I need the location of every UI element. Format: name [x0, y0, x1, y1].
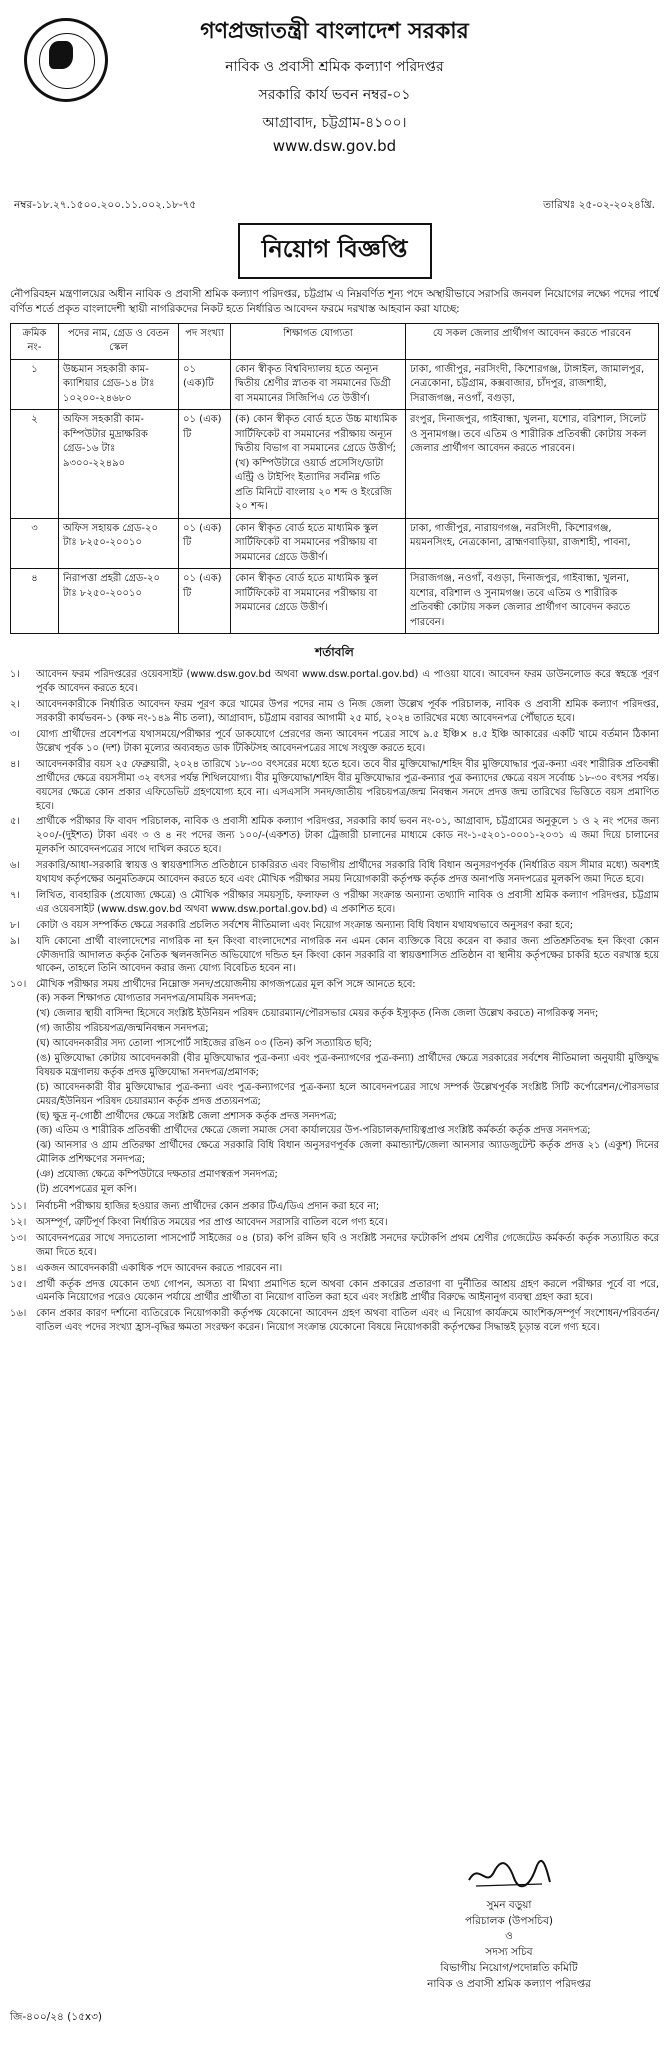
- term-item: [10, 758, 659, 814]
- term-number: ১২।: [10, 1216, 27, 1228]
- memo-date: তারিখঃ ২৫-০২-২০২৪খ্রি.: [543, 199, 655, 211]
- cell-serial: ৪: [11, 569, 59, 634]
- table-header-row: [11, 323, 659, 359]
- term-number: ১৪।: [10, 1262, 27, 1274]
- term-number: ১৬।: [10, 1308, 27, 1320]
- cell-districts: ঢাকা, গাজীপুর, নরসিংদী, কিশোরগঞ্জ, টাঙ্গাইল, জামালপুর, নেত্রকোনা, চট্টগ্রাম, কক্সবাজার, চাঁদপুর, রাজশাহী, সিরাজগঞ্জ, নওগাঁ, বগুড়া,: [406, 359, 659, 410]
- footer-code: জি-৪০০/২৪ (১৫x৩): [10, 2011, 103, 2023]
- term-item: [10, 698, 659, 726]
- term-number: ১০।: [10, 979, 27, 991]
- terms-heading: শর্তাবলি: [315, 645, 354, 660]
- cell-serial: ১: [11, 359, 59, 410]
- department-name: নাবিক ও প্রবাসী শ্রমিক কল্যাণ পরিদপ্তর: [225, 59, 444, 75]
- term-number: ৩।: [10, 728, 20, 740]
- term-text: লিখিত, ব্যবহারিক (প্রযোজ্য ক্ষেত্রে) ও মৌখিক পরীক্ষার সময়সূচি, ফলাফল ও পরীক্ষা সংক্রান্ত অন্যান্য তথ্যাদি নাবিক ও প্রবাসী শ্রমিক কল্যাণ পরিদপ্তর, চট্টগ্রাম এর ওয়েবসাইট (www.dsw.gov.bd অথবা www.dsw.portal.gov.bd) এ প্রকাশিত হবে।: [36, 889, 659, 915]
- term-item: [10, 1232, 659, 1260]
- header: [10, 14, 659, 192]
- term-text: কোটা ও বয়স সম্পর্কিত ক্ষেত্রে সরকারি প্রচলিত সর্বশেষ নীতিমালা এবং নিয়োগ সংক্রান্ত অন্যান্য বিধি বিধান যথাযথভাবে অনুসরণ করা হবে;: [36, 919, 574, 931]
- term-text: যদি কোনো প্রার্থী বাংলাদেশের নাগরিক না হন কিংবা বাংলাদেশের নাগরিক নন এমন কোন ব্যক্তিকে বিয়ে করেন বা করার জন্য প্রতিশ্রুতিবদ্ধ হন কিংবা কোন ফৌজদারি আদালত কর্তৃক নৈতিক স্খলনজনিত অভিযোগে দন্ডিত হন কিংবা কোন সরকারি বা স্বায়ত্তশাসিত প্রতিষ্ঠান বা স্থানীয় কর্তৃপক্ষের চাকরি হতে বরখাস্ত হয়ে থাকেন, তাহলে তিনি আবেদন করার জন্য যোগ্য বিবেচিত হবেন না।: [36, 935, 659, 975]
- term-item: [10, 728, 659, 756]
- term-subitem: (খ) জেলার স্থায়ী বাসিন্দা হিসেবে সংশ্লিষ্ট ইউনিয়ন পরিষদ চেয়ারম্যান/পৌরসভার মেয়র কর্তৃক ইস্যুকৃত (নিজ জেলা উল্লেখ করতে) নাগরিকত্ব সনদ;: [36, 1008, 599, 1020]
- term-text: প্রার্থীকে পরীক্ষার ফি বাবদ পরিচালক, নাবিক ও প্রবাসী শ্রমিক কল্যাণ পরিদপ্তর, সরকারি কার্য ভবন নং-০১, আগ্রাবাদ, চট্টগ্রামের অনুকূলে ১ ও ২ নং পদের জন্য ২০০/-(দুইশত) টাকা এবং ৩ ও ৪ নং পদের জন্য ১০০/-(একশত) টাকা ট্রেজারী চালানের মাধ্যমে কোড নং-১-৫২০১-০০০১-২০৩১ এ জমা দিয়ে চালানের মূলকপি আবেদনপত্রের সাথে দাখিল করতে হবে।: [36, 816, 659, 856]
- term-text: মৌখিক পরীক্ষার সময় প্রার্থীদের নিম্নোক্ত সনদ/প্রয়োজনীয় কাগজপত্রের মূল কপি সঙ্গে আনতে হবে:: [36, 979, 416, 991]
- cell-post: উচ্চমান সহকারী কাম-ক্যাশিয়ার গ্রেড-১৪ টাঃ ১০২০০-২৪৬৮০: [59, 359, 179, 410]
- term-number: ৯।: [10, 935, 20, 947]
- cell-districts: ঢাকা, গাজীপুর, নারায়ণগঞ্জ, নরসিংদী, কিশোরগঞ্জ, ময়মনসিংহ, নেত্রকোনা, ব্রাহ্মণবাড়িয়া, রাজশাহী, পাবনা,: [406, 518, 659, 569]
- term-item: [10, 815, 659, 857]
- term-body: [36, 1262, 659, 1276]
- signature-block: [409, 1858, 609, 1992]
- term-body: [36, 758, 659, 814]
- term-body: [36, 698, 659, 726]
- term-text: আবেদনপত্রের সাথে সদ্যতোলা পাসপোর্ট সাইজের ০৪ (চার) কপি রঙ্গিন ছবি ও সংশ্লিষ্ট সনদের ফটোকপি প্রথম শ্রেণীর গেজেটেড কর্মকর্তা কর্তৃক সত্যায়িত করে জমা দিতে হবে।: [36, 1232, 659, 1258]
- term-item: [10, 1278, 659, 1306]
- cell-qualification: কোন স্বীকৃত বোর্ড হতে মাধ্যমিক স্কুল সার্টিফিকেট বা সমমানের পরীক্ষায় বা সমমানের গ্রেডে উত্তীর্ণ।: [231, 569, 406, 634]
- table-row: [11, 518, 659, 569]
- term-text: নির্বাচনী পরীক্ষায় হাজির হওয়ার জন্য প্রার্থীদের কোন প্রকার টিএ/ডিএ প্রদান করা হবে না;: [36, 1200, 380, 1212]
- cell-count: ০১ (এক) টি: [179, 518, 231, 569]
- term-number: ১৫।: [10, 1278, 27, 1290]
- term-body: [36, 935, 659, 977]
- term-number: ৬।: [10, 860, 20, 872]
- signatory-designation: পরিচালক (উপসচিব): [464, 1914, 554, 1927]
- term-item: [10, 935, 659, 977]
- term-item: [10, 859, 659, 887]
- term-item: [10, 1200, 659, 1214]
- signatory-committee: বিভাগীয় নিয়োগ/পদোন্নতি কমিটি: [440, 1961, 578, 1974]
- term-text: আবেদনকারীকে নির্ধারিত আবেদন ফরম পূরণ করে খামের উপর পদের নাম ও নিজ জেলা উল্লেখ পূর্বক পরিচালক, নাবিক ও প্রবাসী শ্রমিক কল্যাণ পরিদপ্তর, সরকারী কার্যভবন-১ (কক্ষ নং-১৪৯ নীচ তলা), আগ্রাবাদ, চট্টগ্রাম বরাবর আগামী ২৫ মার্চ, ২০২৪ তারিখের মধ্যে আবেদনপত্র পৌঁছাতে হবে।: [36, 699, 660, 725]
- terms-list: [10, 668, 659, 1335]
- cell-districts: সিরাজগঞ্জ, নওগাঁ, বগুড়া, দিনাজপুর, গাইবান্ধা, খুলনা, যশোর, বরিশাল ও সুনামগঞ্জ। তবে এতিম ও শারীরিক প্রতিবন্ধী কোটায় সকল জেলার প্রার্থীগণ আবেদন করতে পারবেন।: [406, 569, 659, 634]
- cell-count: ০১ (এক) টি: [179, 410, 231, 519]
- term-subitem: (ঘ) আবেদনকারীর সদ্য তোলা পাসপোর্ট সাইজের রঙিন ০৩ (তিন) কপি সত্যায়িত ছবি;: [36, 1038, 372, 1049]
- cell-districts: রংপুর, দিনাজপুর, গাইবান্ধা, খুলনা, যশোর, বরিশাল, সিলেট ও সুনামগঞ্জ। তবে এতিম ও শারীরিক প্রতিবন্ধী কোটায় সকল জেলার প্রার্থীগণ আবেদন করতে পারবেন।: [406, 410, 659, 519]
- term-body: [36, 919, 659, 933]
- cell-count: ০১ (এক)টি: [179, 359, 231, 410]
- term-number: ১৩।: [10, 1232, 27, 1244]
- term-body: [36, 889, 659, 917]
- col-header-qualification: শিক্ষাগত যোগ্যতা: [231, 323, 406, 359]
- cell-qualification: (ক) কোন স্বীকৃত বোর্ড হতে উচ্চ মাধ্যমিক সার্টিফিকেট বা সমমানের পরীক্ষায় অন্যূন দ্বিতীয় বিভাগ বা সমমানের গ্রেডে উত্তীর্ণ; (খ) কম্পিউটারে ওয়ার্ড প্রসেসিং/ডাটা এন্ট্রি ও টাইপিং ইত্যাদির সর্বনিম্ন গতি প্রতি মিনিটে বাংলায় ২০ শব্দ ও ইংরেজি ২০ শব্দ।: [231, 410, 406, 519]
- col-header-serial: ক্রমিক নং-: [11, 323, 59, 359]
- term-text: একজন আবেদনকারী একাধিক পদে আবেদন করতে পারবেন না।: [36, 1262, 283, 1274]
- signature-and: ও: [505, 1930, 513, 1943]
- website: www.dsw.gov.bd: [272, 137, 397, 155]
- term-body: [36, 1216, 659, 1230]
- term-subitem: (ঙ) মুক্তিযোদ্ধা কোটায় আবেদনকারী (বীর মুক্তিযোদ্ধার পুত্র-কন্যা এবং পুত্র-কন্যাগণের পুত্র-কন্যা) প্রার্থীদের ক্ষেত্রে সরকারের সর্বশেষ নীতিমালা অনুযায়ী মুক্তিযুদ্ধ বিষয়ক মন্ত্রণালয় কর্তৃক প্রদত্ত মুক্তিযোদ্ধা সনদপত্র/প্রমাণক;: [36, 1052, 659, 1078]
- cell-post: অফিস সহায়ক গ্রেড-২০ টাঃ ৮২৫০-২০০১০: [59, 518, 179, 569]
- term-subitem: (গ) জাতীয় পরিচয়পত্র/জন্মনিবন্ধন সনদপত্র;: [36, 1023, 209, 1035]
- cell-serial: ২: [11, 410, 59, 519]
- term-subitem: (জ) এতিম ও শারীরিক প্রতিবন্ধী প্রার্থীদের ক্ষেত্রে জেলা সমাজ সেবা কার্যালয়ের উপ-পরিচালক/দায়িত্বপ্রাপ্ত সংশ্লিষ্ট কর্মকর্তা কর্তৃক প্রদত্ত সনদপত্র;: [36, 1125, 591, 1137]
- term-text: সরকারি/আধা-সরকারি স্বায়ত্ত ও স্বায়ত্তশাসিত প্রতিষ্ঠানে চাকরিরত এবং বিভাগীয় প্রার্থীদের সরকারি বিধি বিধান অনুসরণপূর্বক (নির্ধারিত বয়স সীমার মধ্যে) অবশ্যই যথাযথ কর্তৃপক্ষের অনুমতিক্রমে আবেদন করতে হবে এবং মৌখিক পরীক্ষার সময় নিয়োগকারী কর্তৃপক্ষ কর্তৃক প্রদত্ত অনাপত্তি সনদপত্রের মূলকপি জমা দিতে হবে।: [36, 860, 659, 886]
- term-item: [10, 1307, 659, 1335]
- term-body: [36, 859, 659, 887]
- intro-paragraph: নৌপরিবহন মন্ত্রণালয়ের অধীন নাবিক ও প্রবাসী শ্রমিক কল্যাণ পরিদপ্তর, চট্টগ্রাম এ নিম্নবর্ণিত শূন্য পদে অস্থায়ীভাবে সরাসরি জনবল নিয়োগের লক্ষ্যে পদের পার্শ্বে বর্ণিত শর্তে প্রকৃত বাংলাদেশী স্থায়ী নাগরিকদের নিকট হতে নির্ধারিত আবেদন ফরমে দরখাস্ত আহবান করা যাচ্ছে:: [10, 288, 659, 315]
- memo-line: [14, 198, 655, 215]
- term-number: ৫।: [10, 816, 20, 828]
- term-subitem: (ট) প্রবেশপত্রের মূল কপি।: [36, 1184, 137, 1196]
- cell-post: নিরাপত্তা প্রহরী গ্রেড-২০ টাঃ ৮২৫০-২০০১০: [59, 569, 179, 634]
- term-body: [36, 1232, 659, 1260]
- term-item: [10, 978, 659, 1198]
- term-body: [36, 728, 659, 756]
- government-title: গণপ্রজাতন্ত্রী বাংলাদেশ সরকার: [200, 19, 469, 44]
- term-body: [36, 1200, 659, 1214]
- term-subitem: (চ) আবেদনকারী বীর মুক্তিযোদ্ধার পুত্র-কন্যা এবং পুত্র-কন্যাগণের পুত্র-কন্যা হলে আবেদনপত্রের সাথে সম্পর্ক উল্লেখপূর্বক সংশ্লিষ্ট সিটি কর্পোরেশন/পৌরসভার মেয়র/ইউনিয়ন পরিষদ চেয়ারম্যান কর্তৃক প্রদত্ত প্রত্যয়নপত্র;: [36, 1081, 659, 1107]
- term-subitem: (ঞ) প্রযোজ্য ক্ষেত্রে কম্পিউটারে দক্ষতার প্রমাণস্বরূপ সনদপত্র;: [36, 1169, 278, 1181]
- term-body: [36, 815, 659, 857]
- signature-scribble-icon: [464, 1858, 554, 1892]
- term-subitem: (ছ) ক্ষুদ্র নৃ-গোষ্ঠী প্রার্থীদের ক্ষেত্রে সংশ্লিষ্ট জেলা প্রশাসক কর্তৃক প্রদত্ত সনদপত্র;: [36, 1110, 337, 1122]
- term-number: ৪।: [10, 758, 20, 770]
- term-number: ৮।: [10, 919, 20, 931]
- term-text: আবেদনকারীর বয়স ২৫ ফেব্রুয়ারী, ২০২৪ তারিখে ১৮-৩০ বৎসরের মধ্যে হতে হবে। তবে বীর মুক্তিযোদ্ধা/শহিদ বীর মুক্তিযোদ্ধার পুত্র-কন্যা এবং শারীরিক প্রতিবন্ধী প্রার্থীদের ক্ষেত্রে বয়সসীমা ৩২ বৎসর পর্যন্ত শিথিলযোগ্য। বীর মুক্তিযোদ্ধা/শহিদ বীর মুক্তিযোদ্ধার পুত্র-কন্যার পুত্র কন্যাদের ক্ষেত্রে বয়স সর্বোচ্চ ১৮-৩০ বৎসর পর্যন্ত। বয়সের ক্ষেত্রে কোন প্রকার এফিডেভিট গ্রহণযোগ্য হবে না। এসএসসি সনদ/জাতীয় পরিচয়পত্র/জন্ম নিবন্ধন সনদে প্রদত্ত জন্ম তারিখের ভিত্তিতে বয়স প্রমাণিত হবে।: [36, 758, 659, 812]
- term-text: প্রার্থী কর্তৃক প্রদত্ত যেকোন তথ্য গোপন, অসত্য বা মিথ্যা প্রমাণিত হলে অথবা কোন প্রকারের প্রতারণা বা দুর্নীতির আশ্রয় গ্রহণ করলে পরীক্ষার পূর্বে বা পরে, এমনকি নিয়োগের পরেও যেকোন পর্যায়ে প্রার্থীর প্রার্থীতা বা নিয়োগ বাতিল করা হবে এবং সংশ্লিষ্ট প্রার্থীর বিরুদ্ধে আইনানুগ ব্যবস্থা গ্রহণ করা হবে।: [36, 1278, 659, 1304]
- memo-number: নম্বর-১৮.২৭.১৫০০.২০০.১১.০০২.১৮-৭৫: [14, 199, 197, 211]
- term-number: ২।: [10, 699, 20, 711]
- term-text: যোগ্য প্রার্থীদের প্রবেশপত্র যথাসময়ে/পরীক্ষার পূর্বে ডাকযোগে প্রেরণের জন্য আবেদন পত্রের সাথে ৯.৫ ইঞ্চি× ৪.৫ ইঞ্চি আকারের একটি খামে বর্তমান ঠিকানা উল্লেখ পূর্বক ১০ (দশ) টাকা মূল্যের অব্যবহৃত ডাক টিকিটসহ আবেদনপত্রের সাথে সংযুক্ত করতে হবে।: [36, 728, 659, 754]
- table-row: [11, 359, 659, 410]
- signatory-office: নাবিক ও প্রবাসী শ্রমিক কল্যাণ পরিদপ্তর: [427, 1977, 591, 1990]
- term-text: অসম্পূর্ণ, ত্রুটিপূর্ণ কিংবা নির্ধারিত সময়ের পর প্রাপ্ত আবেদন সরাসরি বাতিল বলে গণ্য হবে।: [36, 1216, 388, 1228]
- term-item: [10, 919, 659, 933]
- signatory-member: সদস্য সচিব: [485, 1946, 533, 1958]
- table-row: [11, 569, 659, 634]
- term-body: [36, 978, 659, 1198]
- notice-title: নিয়োগ বিজ্ঞপ্তি: [238, 223, 432, 279]
- term-subitem: (ক) সকল শিক্ষাগত যোগ্যতার সনদপত্র/সাময়িক সনদপত্র;: [36, 993, 257, 1005]
- term-item: [10, 889, 659, 917]
- term-subitem: (ঝ) আনসার ও গ্রাম প্রতিরক্ষা প্রার্থীদের ক্ষেত্রে সরকারি বিধি বিধান অনুসরণপূর্বক জেলা কমান্ড্যান্ট/জেলা আনসার অ্যাডজুটেন্ট কর্তৃক প্রদত্ত ২১ (একুশ) দিনের মৌলিক প্রশিক্ষণের সনদপত্র;: [36, 1140, 659, 1166]
- city-address: আগ্রাবাদ, চট্টগ্রাম-৪১০০।: [262, 115, 407, 131]
- term-item: [10, 1262, 659, 1276]
- col-header-count: পদ সংখ্যা: [179, 323, 231, 359]
- building-address: সরকারি কার্য ভবন নম্বর-০১: [258, 87, 411, 103]
- term-number: ৭।: [10, 889, 20, 901]
- term-body: [36, 668, 659, 696]
- term-text: কোন প্রকার কারণ দর্শানো ব্যতিরেকে নিয়োগকারী কর্তৃপক্ষ যেকোনো আবেদন গ্রহণ অথবা বাতিল এবং এ নিয়োগ কার্যক্রমে আংশিক/সম্পূর্ণ সংশোধন/পরিবর্তন/বাতিল এবং পদের সংখ্যা হ্রাস-বৃদ্ধির ক্ষমতা সংরক্ষণ করেন। নিয়োগ সংক্রান্ত যেকোনো বিষয়ে নিয়োগকারী কর্তৃপক্ষের সিদ্ধান্তই চূড়ান্ত বলে গণ্য হবে।: [36, 1308, 659, 1334]
- term-item: [10, 668, 659, 696]
- term-number: ১১।: [10, 1200, 27, 1212]
- col-header-districts: যে সকল জেলার প্রার্থীগণ আবেদন করতে পারবেন: [406, 323, 659, 359]
- cell-post: অফিস সহকারী কাম-কম্পিউটার মুদ্রাক্ষরিক গ্রেড-১৬ টাঃ ৯৩০০-২২৪৯০: [59, 410, 179, 519]
- cell-qualification: কোন স্বীকৃত বোর্ড হতে মাধ্যমিক স্কুল সার্টিফিকেট বা সমমানের পরীক্ষায় বা সমমানের গ্রেডে উত্তীর্ণ।: [231, 518, 406, 569]
- term-body: [36, 1307, 659, 1335]
- col-header-post: পদের নাম, গ্রেড ও বেতন স্কেল: [59, 323, 179, 359]
- cell-qualification: কোন স্বীকৃত বিশ্ববিদ্যালয় হতে অন্যূন দ্বিতীয় শ্রেণীর স্নাতক বা সমমানের ডিগ্রী বা সমমানের সিজিপিএ তে উত্তীর্ণ।: [231, 359, 406, 410]
- table-row: [11, 410, 659, 519]
- term-number: ১।: [10, 669, 20, 681]
- term-body: [36, 1278, 659, 1306]
- term-text: আবেদন ফরম পরিদপ্তরের ওয়েবসাইট (www.dsw.gov.bd অথবা www.dsw.portal.gov.bd) এ পাওয়া যাবে। আবেদন ফরম ডাউনলোড করে স্বহস্তে পূরণ পূর্বক আবেদন করতে হবে।: [36, 669, 659, 695]
- government-seal-icon: [24, 18, 108, 102]
- term-item: [10, 1216, 659, 1230]
- cell-serial: ৩: [11, 518, 59, 569]
- cell-count: ০১ (এক) টি: [179, 569, 231, 634]
- signatory-name: সুমন বড়ুয়া: [486, 1898, 532, 1911]
- vacancy-table: [10, 323, 659, 635]
